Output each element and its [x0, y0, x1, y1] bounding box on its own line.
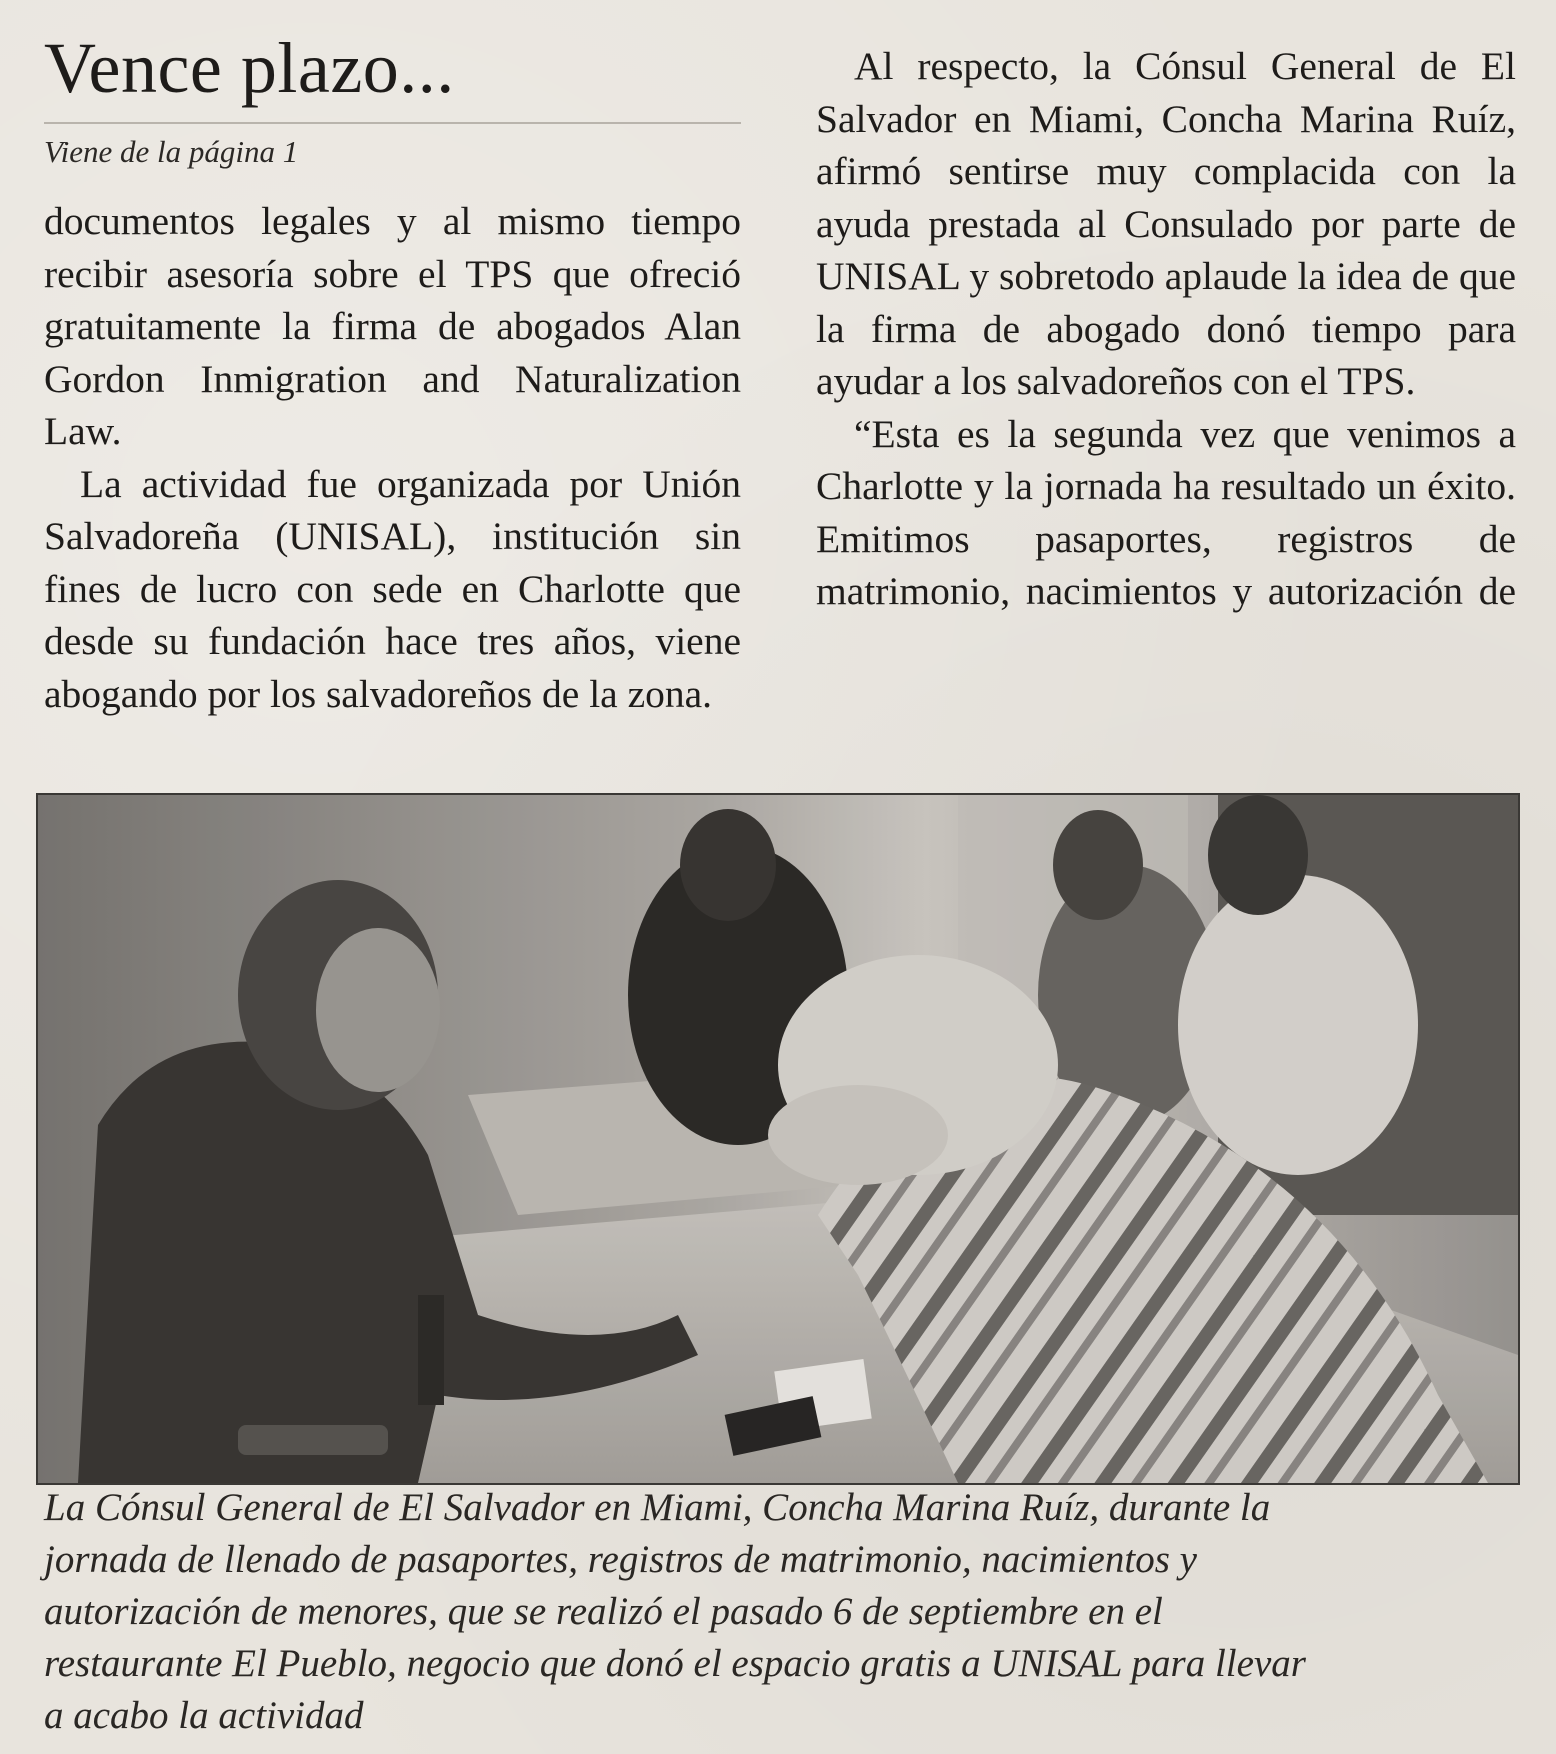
paragraph: “Esta es la segunda vez que venimos a Charlotte y la jornada ha resultado un éxito. Emitimos pasaportes, registros de matrimonio, nacimientos y autorización de	[816, 411, 1516, 613]
paragraph: documentos legales y al mismo tiempo recibir asesoría sobre el TPS que ofreció gratuitamente la firma de abogados Alan Gordon Inmigration and Naturalization Law.	[44, 199, 741, 453]
article-left-column	[44, 28, 741, 720]
caption-line: jornada de llenado de pasaportes, registros de matrimonio, nacimientos y	[44, 1538, 1197, 1581]
paragraph: Al respecto, la Cónsul General de El Salvador en Miami, Concha Marina Ruíz, afirmó sentirse muy complacida con la ayuda prestada al Consulado por parte de UNISAL y sobretodo aplaude la idea de que la firma de abogado donó tiempo para ayudar a los salvadoreños con el TPS.	[816, 44, 1516, 403]
photo-shade	[38, 795, 1518, 1483]
article-right-column	[816, 40, 1516, 618]
headline-rule	[44, 122, 741, 124]
continued-from-note: Viene de la página 1	[44, 134, 299, 169]
caption-line: a acabo la actividad	[44, 1694, 364, 1737]
caption-line: La Cónsul General de El Salvador en Miami, Concha Marina Ruíz, durante la	[44, 1486, 1271, 1529]
news-photo	[36, 793, 1520, 1485]
paragraph: La actividad fue organizada por Unión Salvadoreña (UNISAL), institución sin fines de lucro con sede en Charlotte que desde su fundación hace tres años, viene abogando por los salvadoreños de la zona.	[44, 461, 741, 716]
caption-line: autorización de menores, que se realizó el pasado 6 de septiembre en el	[44, 1590, 1163, 1633]
photo-illustration	[38, 795, 1518, 1483]
caption-line: restaurante El Pueblo, negocio que donó el espacio gratis a UNISAL para llevar	[44, 1642, 1306, 1685]
photo-caption	[44, 1482, 1514, 1742]
headline: Vence plazo...	[44, 28, 455, 108]
